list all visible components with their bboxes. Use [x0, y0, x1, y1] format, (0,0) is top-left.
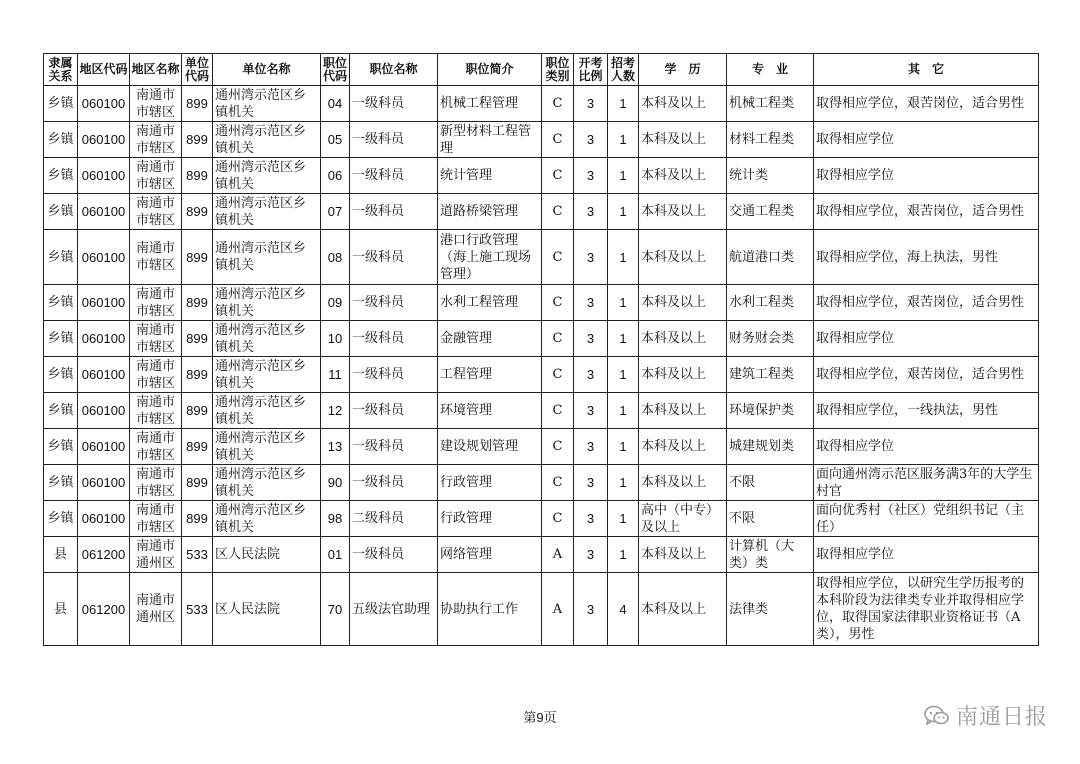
cell-unit-code: 899	[182, 285, 213, 321]
cell-position-name: 一级科员	[350, 465, 438, 501]
cell-exam-ratio: 3	[574, 194, 608, 230]
cell-position-name: 一级科员	[350, 285, 438, 321]
cell-other: 取得相应学位，艰苦岗位，适合男性	[814, 86, 1039, 122]
header-other: 其 它	[814, 54, 1039, 86]
cell-affiliation: 乡镇	[44, 357, 78, 393]
cell-position-category: C	[542, 393, 574, 429]
cell-education: 高中（中专）及以上	[639, 501, 727, 537]
cell-unit-name: 区人民法院	[213, 573, 321, 646]
cell-education: 本科及以上	[639, 194, 727, 230]
cell-unit-code: 899	[182, 321, 213, 357]
header-unit-name: 单位名称	[213, 54, 321, 86]
cell-region-code: 060100	[78, 285, 130, 321]
cell-other: 取得相应学位，艰苦岗位，适合男性	[814, 357, 1039, 393]
cell-position-category: C	[542, 501, 574, 537]
cell-unit-code: 899	[182, 465, 213, 501]
cell-exam-ratio: 3	[574, 230, 608, 285]
cell-position-category: C	[542, 230, 574, 285]
cell-position-code: 09	[321, 285, 350, 321]
cell-hire-count: 1	[608, 122, 639, 158]
cell-position-code: 04	[321, 86, 350, 122]
cell-unit-name: 区人民法院	[213, 537, 321, 573]
header-unit-code: 单位代码	[182, 54, 213, 86]
cell-region-name: 南通市市辖区	[130, 429, 182, 465]
cell-region-name: 南通市市辖区	[130, 393, 182, 429]
cell-unit-code: 899	[182, 122, 213, 158]
cell-major: 城建规划类	[727, 429, 814, 465]
cell-unit-name: 通州湾示范区乡镇机关	[213, 465, 321, 501]
recruitment-table	[43, 53, 1039, 646]
cell-affiliation: 乡镇	[44, 158, 78, 194]
cell-major: 材料工程类	[727, 122, 814, 158]
cell-position-category: C	[542, 122, 574, 158]
cell-position-name: 一级科员	[350, 537, 438, 573]
table-row	[44, 194, 1039, 230]
cell-education: 本科及以上	[639, 393, 727, 429]
cell-other: 取得相应学位，艰苦岗位，适合男性	[814, 285, 1039, 321]
cell-hire-count: 1	[608, 393, 639, 429]
header-position-name: 职位名称	[350, 54, 438, 86]
cell-position-desc: 行政管理	[438, 501, 542, 537]
cell-region-name: 南通市市辖区	[130, 194, 182, 230]
cell-region-code: 060100	[78, 158, 130, 194]
cell-position-code: 10	[321, 321, 350, 357]
cell-position-desc: 协助执行工作	[438, 573, 542, 646]
cell-position-code: 12	[321, 393, 350, 429]
cell-unit-name: 通州湾示范区乡镇机关	[213, 285, 321, 321]
cell-region-name: 南通市市辖区	[130, 285, 182, 321]
cell-education: 本科及以上	[639, 285, 727, 321]
cell-position-category: C	[542, 158, 574, 194]
cell-major: 财务财会类	[727, 321, 814, 357]
cell-region-code: 060100	[78, 321, 130, 357]
cell-major: 环境保护类	[727, 393, 814, 429]
cell-hire-count: 1	[608, 429, 639, 465]
cell-education: 本科及以上	[639, 429, 727, 465]
cell-unit-name: 通州湾示范区乡镇机关	[213, 194, 321, 230]
header-exam-ratio: 开考比例	[574, 54, 608, 86]
cell-major: 计算机（大类）类	[727, 537, 814, 573]
cell-hire-count: 1	[608, 86, 639, 122]
cell-major: 航道港口类	[727, 230, 814, 285]
cell-position-name: 一级科员	[350, 122, 438, 158]
cell-hire-count: 1	[608, 158, 639, 194]
cell-affiliation: 乡镇	[44, 122, 78, 158]
cell-position-name: 二级科员	[350, 501, 438, 537]
cell-position-name: 一级科员	[350, 357, 438, 393]
cell-position-desc: 新型材料工程管理	[438, 122, 542, 158]
cell-unit-name: 通州湾示范区乡镇机关	[213, 158, 321, 194]
cell-position-desc: 港口行政管理（海上施工现场管理）	[438, 230, 542, 285]
header-position-category: 职位类别	[542, 54, 574, 86]
table-row	[44, 86, 1039, 122]
cell-unit-name: 通州湾示范区乡镇机关	[213, 86, 321, 122]
cell-unit-name: 通州湾示范区乡镇机关	[213, 393, 321, 429]
cell-other: 取得相应学位，一线执法，男性	[814, 393, 1039, 429]
cell-hire-count: 1	[608, 230, 639, 285]
page-number: 第9页	[523, 710, 557, 725]
cell-other: 取得相应学位，以研究生学历报考的本科阶段为法律类专业并取得相应学位，取得国家法律职业资格证书（A类），男性	[814, 573, 1039, 646]
cell-region-code: 061200	[78, 573, 130, 646]
cell-exam-ratio: 3	[574, 465, 608, 501]
cell-position-code: 11	[321, 357, 350, 393]
cell-affiliation: 乡镇	[44, 285, 78, 321]
cell-unit-name: 通州湾示范区乡镇机关	[213, 357, 321, 393]
cell-position-desc: 网络管理	[438, 537, 542, 573]
cell-exam-ratio: 3	[574, 321, 608, 357]
table-body	[44, 86, 1039, 646]
cell-exam-ratio: 3	[574, 537, 608, 573]
cell-position-category: A	[542, 573, 574, 646]
cell-position-category: C	[542, 429, 574, 465]
cell-exam-ratio: 3	[574, 357, 608, 393]
cell-unit-name: 通州湾示范区乡镇机关	[213, 429, 321, 465]
cell-hire-count: 1	[608, 285, 639, 321]
cell-position-desc: 建设规划管理	[438, 429, 542, 465]
cell-major: 水利工程类	[727, 285, 814, 321]
cell-position-name: 一级科员	[350, 321, 438, 357]
table-row	[44, 122, 1039, 158]
cell-education: 本科及以上	[639, 230, 727, 285]
table-row	[44, 465, 1039, 501]
cell-exam-ratio: 3	[574, 158, 608, 194]
cell-position-name: 一级科员	[350, 230, 438, 285]
cell-unit-code: 899	[182, 429, 213, 465]
table-row	[44, 285, 1039, 321]
cell-major: 不限	[727, 465, 814, 501]
cell-unit-code: 899	[182, 158, 213, 194]
cell-major: 法律类	[727, 573, 814, 646]
cell-affiliation: 乡镇	[44, 86, 78, 122]
cell-affiliation: 乡镇	[44, 465, 78, 501]
cell-region-name: 南通市通州区	[130, 537, 182, 573]
cell-region-name: 南通市市辖区	[130, 357, 182, 393]
cell-hire-count: 1	[608, 357, 639, 393]
cell-unit-code: 899	[182, 230, 213, 285]
cell-major: 交通工程类	[727, 194, 814, 230]
wechat-icon	[924, 705, 950, 727]
cell-region-name: 南通市市辖区	[130, 501, 182, 537]
cell-education: 本科及以上	[639, 537, 727, 573]
cell-exam-ratio: 3	[574, 573, 608, 646]
header-region-name: 地区名称	[130, 54, 182, 86]
cell-hire-count: 1	[608, 321, 639, 357]
cell-major: 统计类	[727, 158, 814, 194]
cell-major: 机械工程类	[727, 86, 814, 122]
table-row	[44, 357, 1039, 393]
cell-other: 面向通州湾示范区服务满3年的大学生村官	[814, 465, 1039, 501]
cell-hire-count: 1	[608, 194, 639, 230]
cell-position-code: 70	[321, 573, 350, 646]
cell-exam-ratio: 3	[574, 501, 608, 537]
table-row	[44, 537, 1039, 573]
cell-region-name: 南通市通州区	[130, 573, 182, 646]
cell-position-desc: 统计管理	[438, 158, 542, 194]
cell-affiliation: 乡镇	[44, 393, 78, 429]
header-major: 专 业	[727, 54, 814, 86]
cell-education: 本科及以上	[639, 86, 727, 122]
cell-position-category: C	[542, 285, 574, 321]
cell-unit-code: 899	[182, 86, 213, 122]
cell-region-name: 南通市市辖区	[130, 86, 182, 122]
cell-position-name: 一级科员	[350, 158, 438, 194]
cell-affiliation: 县	[44, 573, 78, 646]
cell-region-code: 060100	[78, 465, 130, 501]
table-row	[44, 230, 1039, 285]
cell-region-code: 060100	[78, 86, 130, 122]
cell-affiliation: 乡镇	[44, 429, 78, 465]
header-position-code: 职位代码	[321, 54, 350, 86]
cell-region-name: 南通市市辖区	[130, 465, 182, 501]
cell-major: 不限	[727, 501, 814, 537]
cell-hire-count: 1	[608, 501, 639, 537]
cell-other: 取得相应学位，艰苦岗位，适合男性	[814, 194, 1039, 230]
cell-affiliation: 乡镇	[44, 321, 78, 357]
cell-region-code: 060100	[78, 393, 130, 429]
cell-other: 取得相应学位	[814, 321, 1039, 357]
recruitment-table-sheet	[43, 53, 1039, 646]
cell-hire-count: 4	[608, 573, 639, 646]
cell-affiliation: 县	[44, 537, 78, 573]
cell-position-code: 08	[321, 230, 350, 285]
cell-hire-count: 1	[608, 537, 639, 573]
cell-education: 本科及以上	[639, 573, 727, 646]
cell-region-name: 南通市市辖区	[130, 158, 182, 194]
cell-exam-ratio: 3	[574, 122, 608, 158]
cell-position-name: 五级法官助理	[350, 573, 438, 646]
cell-education: 本科及以上	[639, 465, 727, 501]
cell-position-desc: 金融管理	[438, 321, 542, 357]
cell-unit-code: 899	[182, 393, 213, 429]
table-row	[44, 158, 1039, 194]
table-row	[44, 501, 1039, 537]
cell-position-category: C	[542, 86, 574, 122]
cell-position-name: 一级科员	[350, 86, 438, 122]
cell-region-code: 060100	[78, 501, 130, 537]
cell-hire-count: 1	[608, 465, 639, 501]
cell-other: 面向优秀村（社区）党组织书记（主任）	[814, 501, 1039, 537]
cell-exam-ratio: 3	[574, 393, 608, 429]
table-row	[44, 393, 1039, 429]
cell-other: 取得相应学位	[814, 158, 1039, 194]
cell-other: 取得相应学位	[814, 429, 1039, 465]
cell-affiliation: 乡镇	[44, 230, 78, 285]
cell-region-code: 060100	[78, 122, 130, 158]
watermark	[924, 700, 1048, 731]
cell-position-category: C	[542, 321, 574, 357]
header-row	[44, 54, 1039, 86]
cell-position-desc: 环境管理	[438, 393, 542, 429]
table-row	[44, 573, 1039, 646]
cell-unit-code: 533	[182, 573, 213, 646]
cell-education: 本科及以上	[639, 357, 727, 393]
cell-position-category: C	[542, 194, 574, 230]
cell-position-code: 07	[321, 194, 350, 230]
cell-other: 取得相应学位，海上执法，男性	[814, 230, 1039, 285]
cell-position-code: 06	[321, 158, 350, 194]
cell-other: 取得相应学位	[814, 122, 1039, 158]
header-education: 学 历	[639, 54, 727, 86]
cell-unit-name: 通州湾示范区乡镇机关	[213, 501, 321, 537]
cell-exam-ratio: 3	[574, 285, 608, 321]
cell-region-code: 060100	[78, 194, 130, 230]
cell-position-code: 05	[321, 122, 350, 158]
cell-position-category: C	[542, 465, 574, 501]
cell-region-code: 060100	[78, 230, 130, 285]
header-affiliation: 隶属关系	[44, 54, 78, 86]
header-region-code: 地区代码	[78, 54, 130, 86]
cell-major: 建筑工程类	[727, 357, 814, 393]
cell-unit-name: 通州湾示范区乡镇机关	[213, 321, 321, 357]
cell-region-code: 060100	[78, 429, 130, 465]
cell-position-desc: 水利工程管理	[438, 285, 542, 321]
cell-position-name: 一级科员	[350, 194, 438, 230]
cell-unit-code: 899	[182, 357, 213, 393]
cell-position-code: 01	[321, 537, 350, 573]
table-row	[44, 321, 1039, 357]
cell-unit-code: 899	[182, 194, 213, 230]
cell-region-name: 南通市市辖区	[130, 122, 182, 158]
table-header	[44, 54, 1039, 86]
cell-position-category: A	[542, 537, 574, 573]
cell-education: 本科及以上	[639, 122, 727, 158]
cell-region-name: 南通市市辖区	[130, 321, 182, 357]
cell-affiliation: 乡镇	[44, 501, 78, 537]
header-position-desc: 职位简介	[438, 54, 542, 86]
cell-position-name: 一级科员	[350, 429, 438, 465]
cell-position-desc: 机械工程管理	[438, 86, 542, 122]
cell-position-code: 90	[321, 465, 350, 501]
cell-position-name: 一级科员	[350, 393, 438, 429]
cell-unit-code: 533	[182, 537, 213, 573]
cell-education: 本科及以上	[639, 321, 727, 357]
cell-position-desc: 行政管理	[438, 465, 542, 501]
table-row	[44, 429, 1039, 465]
cell-region-code: 060100	[78, 357, 130, 393]
cell-unit-code: 899	[182, 501, 213, 537]
watermark-text: 南通日报	[955, 705, 1048, 730]
cell-region-name: 南通市市辖区	[130, 230, 182, 285]
cell-region-code: 061200	[78, 537, 130, 573]
cell-unit-name: 通州湾示范区乡镇机关	[213, 122, 321, 158]
cell-position-category: C	[542, 357, 574, 393]
cell-education: 本科及以上	[639, 158, 727, 194]
cell-position-code: 98	[321, 501, 350, 537]
cell-exam-ratio: 3	[574, 429, 608, 465]
cell-position-desc: 道路桥梁管理	[438, 194, 542, 230]
cell-affiliation: 乡镇	[44, 194, 78, 230]
cell-position-desc: 工程管理	[438, 357, 542, 393]
cell-other: 取得相应学位	[814, 537, 1039, 573]
header-hire-count: 招考人数	[608, 54, 639, 86]
cell-position-code: 13	[321, 429, 350, 465]
cell-exam-ratio: 3	[574, 86, 608, 122]
cell-unit-name: 通州湾示范区乡镇机关	[213, 230, 321, 285]
